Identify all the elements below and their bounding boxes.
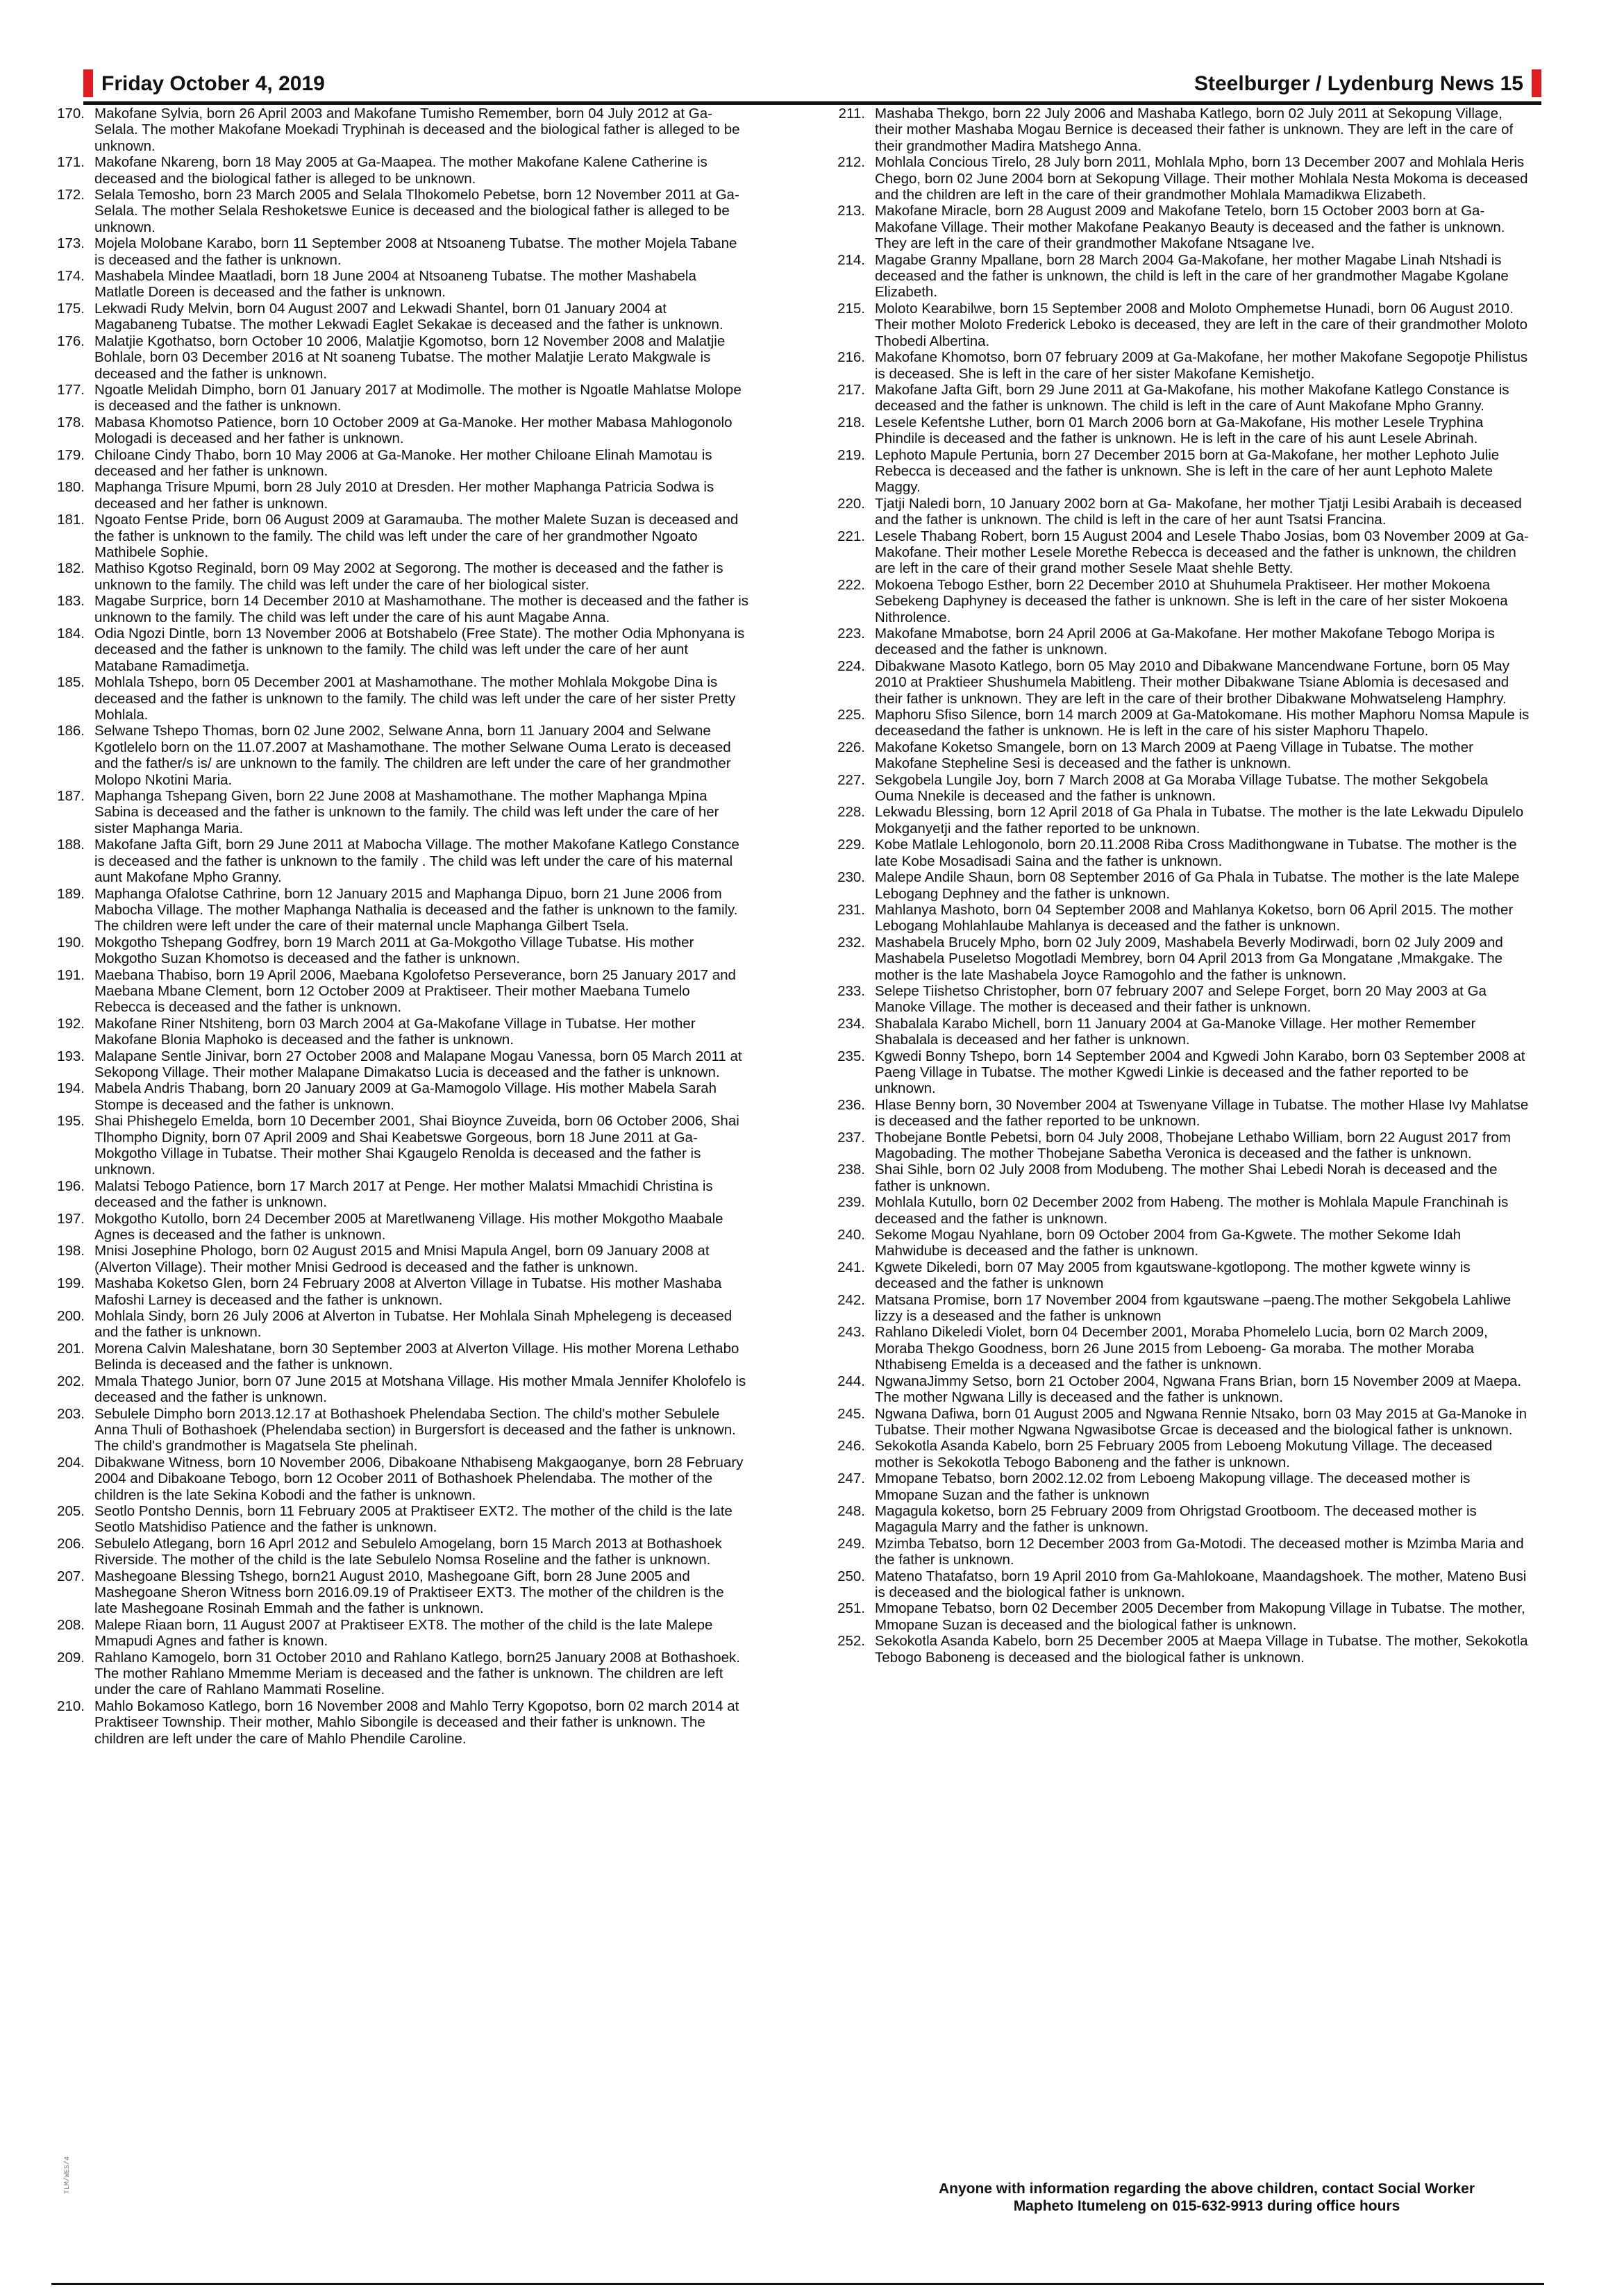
item-number: 208. xyxy=(57,1616,85,1633)
item-number: 184. xyxy=(57,626,85,642)
item-number: 236. xyxy=(837,1096,865,1113)
item-text: Makofane Jafta Gift, born 29 June 2011 at Ga-Makofane, his mother Makofane Katlego Constance is deceased and the father is unknown. The child is left in the care of Aunt Makofane Mpho Granny. xyxy=(875,381,1509,414)
item-number: 218. xyxy=(837,414,865,430)
list-item xyxy=(832,1162,1530,1194)
item-text: Mmopane Tebatso, born 2002.12.02 from Leboeng Makopung village. The deceased mother is Mmopane Suzan and the father is unknown xyxy=(875,1470,1471,1503)
item-number: 171. xyxy=(57,154,85,171)
item-number: 192. xyxy=(57,1015,85,1032)
list-item xyxy=(832,804,1530,837)
item-text: Moloto Kearabilwe, born 15 September 2008 and Moloto Omphemetse Hunadi, born 06 August 2010. Their mother Moloto Frederick Leboko is deceased, they are left in the care of their grandmother Moloto Thobedi Albertina. xyxy=(875,300,1528,349)
item-number: 194. xyxy=(57,1080,85,1097)
paper-title: Steelburger / Lydenburg News 15 xyxy=(1194,72,1523,95)
contact-notice-line-1: Anyone with information regarding the above children, contact Social Worker xyxy=(938,2181,1475,2197)
item-number: 201. xyxy=(57,1340,85,1357)
item-number: 232. xyxy=(837,934,865,950)
header-accent-bar-left xyxy=(83,69,93,97)
item-text: Selwane Tshepo Thomas, born 02 June 2002, Selwane Anna, born 11 January 2004 and Selwane Kgotlelelo born on the 11.07.2007 at Mashamothane. The mother Selwane Ouma Lerato is deceased and the father/s is/ are unknown to the family. The children are left under the care of her grandmother Molopo Nkotini Maria. xyxy=(94,723,731,788)
item-text: Mashabela Brucely Mpho, born 02 July 2009, Mashabela Beverly Modirwadi, born 02 July 2009 and Mashabela Puseletso Mogotladi Membrey, born 04 April 2013 from Ga Mongatane ,Mmakgake. The mother is the late Mashabela Joyce Ramogohlo and the father is unknown. xyxy=(875,934,1503,983)
item-number: 172. xyxy=(57,187,85,203)
list-item xyxy=(832,1406,1530,1439)
item-number: 198. xyxy=(57,1243,85,1259)
item-number: 242. xyxy=(837,1291,865,1308)
bottom-rule xyxy=(51,2283,1544,2285)
item-text: Shai Sihle, born 02 July 2008 from Modubeng. The mother Shai Lebedi Norah is deceased and the father is unknown. xyxy=(875,1162,1498,1194)
item-number: 247. xyxy=(837,1470,865,1487)
item-number: 177. xyxy=(57,381,85,398)
item-number: 229. xyxy=(837,837,865,853)
item-text: Mokgotho Tshepang Godfrey, born 19 March 2011 at Ga-Mokgotho Village Tubatse. His mother Mokgotho Suzan Khomotso is deceased and the father is unknown. xyxy=(94,934,694,967)
item-text: Mabela Andris Thabang, born 20 January 2009 at Ga-Mamogolo Village. His mother Mabela Sarah Stompe is deceased and the father is unknown. xyxy=(94,1080,717,1113)
item-number: 210. xyxy=(57,1698,85,1714)
item-number: 241. xyxy=(837,1259,865,1275)
list-item xyxy=(51,1341,749,1373)
item-number: 181. xyxy=(57,512,85,528)
item-text: Odia Ngozi Dintle, born 13 November 2006 at Botshabelo (Free State). The mother Odia Mphonyana is deceased and the father is unknown to the family. The child was left under the care of her aunt Matabane Ramadimetja. xyxy=(94,626,745,674)
item-number: 233. xyxy=(837,982,865,999)
item-number: 219. xyxy=(837,446,865,463)
item-number: 228. xyxy=(837,804,865,821)
list-item xyxy=(832,1292,1530,1325)
list-item xyxy=(832,577,1530,626)
item-text: Maphoru Sfiso Silence, born 14 march 2009 at Ga-Matokomane. His mother Maphoru Nomsa Mapule is deceasedand the father is unknown. He is left in the care of his sister Maphoru Thapelo. xyxy=(875,707,1530,739)
item-number: 251. xyxy=(837,1600,865,1617)
item-text: Sekokotla Asanda Kabelo, born 25 February 2005 from Leboeng Mokutung Village. The deceased mother is Sekokotla Tebogo Baboneng and the father is unknown. xyxy=(875,1438,1493,1470)
item-text: Magabe Granny Mpallane, born 28 March 2004 Ga-Makofane, her mother Magabe Linah Ntshadi is deceased and the father is unknown, the child is left in the care of her grandmother Magabe Kgolane Elizabeth. xyxy=(875,251,1509,301)
item-text: Mashabela Mindee Maatladi, born 18 June 2004 at Ntsoaneng Tubatse. The mother Mashabela Matlatle Doreen is deceased and the father is unknown. xyxy=(94,268,696,301)
item-number: 240. xyxy=(837,1227,865,1243)
list-item xyxy=(51,1080,749,1113)
item-number: 199. xyxy=(57,1275,85,1292)
item-number: 246. xyxy=(837,1438,865,1455)
list-item xyxy=(832,349,1530,382)
item-text: Maphanga Ofalotse Cathrine, born 12 January 2015 and Maphanga Dipuo, born 21 June 2006 from Mabocha Village. The mother Maphanga Nathalia is deceased and the father is unknown to the family. The children were left under the care of their maternal uncle Maphanga Gilbert Tsela. xyxy=(94,885,738,935)
item-number: 182. xyxy=(57,560,85,577)
item-number: 173. xyxy=(57,235,85,252)
item-number: 212. xyxy=(837,154,865,171)
item-number: 207. xyxy=(57,1568,85,1584)
list-item xyxy=(832,658,1530,707)
item-text: Malatsi Tebogo Patience, born 17 March 2017 at Penge. Her mother Malatsi Mmachidi Christina is deceased and the father is unknown. xyxy=(94,1178,713,1211)
list-item xyxy=(832,1324,1530,1373)
right-column xyxy=(832,106,1530,1666)
list-item xyxy=(51,1275,749,1308)
list-item xyxy=(51,479,749,512)
list-item xyxy=(51,268,749,301)
item-text: Ngwana Dafiwa, born 01 August 2005 and Ngwana Rennie Ntsako, born 03 May 2015 at Ga-Manoke in Tubatse. Their mother Ngwana Ngwasibotse Grcae is deceased and the biological father is unknown. xyxy=(875,1405,1527,1438)
item-text: Makofane Sylvia, born 26 April 2003 and Makofane Tumisho Remember, born 04 July 2012 at Ga-Selala. The mother Makofane Moekadi Tryphinah is deceased and the biological father is alleged to be unknown. xyxy=(94,106,740,154)
list-item xyxy=(832,1600,1530,1633)
list-item xyxy=(51,106,749,154)
item-number: 243. xyxy=(837,1324,865,1341)
item-text: Malepe Riaan born, 11 August 2007 at Praktiseer EXT8. The mother of the child is the late Malepe Mmapudi Agnes and father is known. xyxy=(94,1616,713,1650)
item-number: 221. xyxy=(837,528,865,544)
list-item xyxy=(51,235,749,268)
list-item xyxy=(832,902,1530,935)
item-number: 225. xyxy=(837,707,865,723)
list-item xyxy=(51,1373,749,1406)
list-item xyxy=(832,626,1530,658)
item-number: 203. xyxy=(57,1405,85,1422)
list-item xyxy=(51,886,749,935)
list-item xyxy=(832,983,1530,1016)
item-text: Maphanga Tshepang Given, born 22 June 2008 at Mashamothane. The mother Maphanga Mpina Sabina is deceased and the father is unknown to the family. The child was left under the care of her sister Maphanga Maria. xyxy=(94,788,719,837)
item-text: Mohlala Tshepo, born 05 December 2001 at Mashamothane. The mother Mohlala Mokgobe Dina is deceased and the father is unknown to the family. The child was left under the care of her sister Pretty Mohlala. xyxy=(94,674,736,723)
item-text: Mateno Thatafatso, born 19 April 2010 from Ga-Mahlokoane, Maandagshoek. The mother, Mateno Busi is deceased and the biological father is unknown. xyxy=(875,1568,1527,1600)
item-text: Makofane Koketso Smangele, born on 13 March 2009 at Paeng Village in Tubatse. The mother Makofane Stepheline Sesi is deceased and the father is unknown. xyxy=(875,739,1473,772)
list-item xyxy=(51,935,749,967)
list-item xyxy=(832,1259,1530,1292)
item-text: Magagula koketso, born 25 February 2009 from Ohrigstad Grootboom. The deceased mother is Magagula Marry and the father is unknown. xyxy=(875,1502,1477,1536)
item-number: 205. xyxy=(57,1502,85,1519)
item-text: Magabe Surprice, born 14 December 2010 at Mashamothane. The mother is deceased and the father is unknown to the family. The child was left under the care of his aunt Magabe Anna. xyxy=(94,593,749,626)
item-text: Mohlala Concious Tirelo, 28 July born 2011, Mohlala Mpho, born 13 December 2007 and Mohlala Heris Chego, born 02 June 2004 born at Sekopung Village. Their mother Mohlala Nesta Mokoma is deceased and the children are left in the care of their grandmother Mohlala Mamadikwa Elizabeth. xyxy=(875,154,1528,203)
item-text: Rahlano Dikeledi Violet, born 04 December 2001, Moraba Phomelelo Lucia, born 02 March 2009, Moraba Thekgo Goodness, born 26 June 2015 from Leboeng- Ga moraba. The mother Moraba Nthabiseng Emelda is a deceased and the father is unknown. xyxy=(875,1324,1488,1373)
list-item xyxy=(51,593,749,626)
item-number: 170. xyxy=(57,106,85,121)
list-item xyxy=(832,707,1530,739)
item-text: Selala Temosho, born 23 March 2005 and Selala Tlhokomelo Pebetse, born 12 November 2011 at Ga-Selala. The mother Selala Reshoketswe Eunice is deceased and the biological father is alleged to be unknown. xyxy=(94,187,739,235)
item-text: Makofane Khomotso, born 07 february 2009 at Ga-Makofane, her mother Makofane Segopotje Philistus is deceased. She is left in the care of her sister Makofane Kemishetjo. xyxy=(875,349,1528,382)
list-item xyxy=(832,935,1530,983)
list-item xyxy=(51,1455,749,1503)
item-number: 206. xyxy=(57,1535,85,1552)
header-accent-bar-right xyxy=(1532,69,1541,97)
item-text: Shai Phishegelo Emelda, born 10 December 2001, Shai Bioynce Zuveida, born 06 October 2006, Shai Tlhompho Dignity, born 07 April 2009 and Shai Keabetswe Gorgeous, born 18 June 2011 at Ga-Mokgotho Village in Tubatse. Their mother Shai Kgaugelo Renolda is deceased and the father is unknown. xyxy=(94,1113,739,1178)
item-text: Kgwedi Bonny Tshepo, born 14 September 2004 and Kgwedi John Karabo, born 03 September 2008 at Paeng Village in Tubatse. The mother Kgwedi Linkie is deceased and the father reported to be unknown. xyxy=(875,1048,1525,1097)
list-item xyxy=(51,1650,749,1698)
side-reference-tag: TLM/WES/4 xyxy=(64,2156,72,2194)
list-item xyxy=(832,1438,1530,1470)
item-number: 215. xyxy=(837,300,865,317)
item-number: 188. xyxy=(57,837,85,853)
item-number: 187. xyxy=(57,788,85,805)
list-item xyxy=(51,1698,749,1747)
list-item xyxy=(51,512,749,560)
item-text: Mmala Thatego Junior, born 07 June 2015 at Motshana Village. His mother Mmala Jennifer Kholofelo is deceased and the father is unknown. xyxy=(94,1373,746,1406)
list-item xyxy=(51,1211,749,1243)
item-text: Shabalala Karabo Michell, born 11 January 2004 at Ga-Manoke Village. Her mother Remember Shabalala is deceased and her father is unknown. xyxy=(875,1015,1476,1048)
list-item xyxy=(51,560,749,593)
item-text: Sekgobela Lungile Joy, born 7 March 2008 at Ga Moraba Village Tubatse. The mother Sekgobela Ouma Nnekile is deceased and the father is unknown. xyxy=(875,771,1489,805)
item-number: 204. xyxy=(57,1454,85,1470)
item-number: 179. xyxy=(57,446,85,463)
item-text: Mabasa Khomotso Patience, born 10 October 2009 at Ga-Manoke. Her mother Mabasa Mahlogonolo Mologadi is deceased and her father is unknown. xyxy=(94,414,733,447)
item-number: 244. xyxy=(837,1373,865,1389)
item-number: 252. xyxy=(837,1633,865,1650)
item-number: 180. xyxy=(57,479,85,496)
item-text: Mmopane Tebatso, born 02 December 2005 December from Makopung Village in Tubatse. The mother, Mmopane Suzan is deceased and the biological father is unknown. xyxy=(875,1600,1525,1633)
item-text: Mahlo Bokamoso Katlego, born 16 November 2008 and Mahlo Terry Kgopotso, born 02 march 2014 at Praktiseer Township. Their mother, Mahlo Sibongile is deceased and their father is unknown. The children are left under the care of Mahlo Phendile Caroline. xyxy=(94,1698,739,1747)
item-text: Mnisi Josephine Phologo, born 02 August 2015 and Mnisi Mapula Angel, born 09 January 2008 at (Alverton Village). Their mother Mnisi Gedrood is deceased and the father is unknown. xyxy=(94,1243,710,1275)
item-text: Mokoena Tebogo Esther, born 22 December 2010 at Shuhumela Praktiseer. Her mother Mokoena Sebekeng Daphyney is deceased the father is unknown. She is left in the care of her sister Mokoena Nithrolence. xyxy=(875,576,1508,626)
item-number: 196. xyxy=(57,1178,85,1194)
item-text: Chiloane Cindy Thabo, born 10 May 2006 at Ga-Manoke. Her mother Chiloane Elinah Mamotau is deceased and her father is unknown. xyxy=(94,446,712,479)
item-number: 217. xyxy=(837,381,865,398)
item-text: Selepe Tiishetso Christopher, born 07 february 2007 and Selepe Forget, born 20 May 2003 at Ga Manoke Village. The mother is deceased and their father is unknown. xyxy=(875,982,1487,1016)
list-item xyxy=(51,1536,749,1568)
item-number: 174. xyxy=(57,268,85,285)
item-number: 197. xyxy=(57,1210,85,1227)
item-number: 220. xyxy=(837,495,865,512)
list-item xyxy=(832,382,1530,414)
item-number: 176. xyxy=(57,333,85,349)
item-text: Sebulelo Atlegang, born 16 Aprl 2012 and Sebulelo Amogelang, born 15 March 2013 at Bothashoek Riverside. The mother of the child is the late Sebulelo Nomsa Roseline and the father is unknown. xyxy=(94,1535,722,1568)
list-item xyxy=(51,626,749,674)
item-text: Hlase Benny born, 30 November 2004 at Tswenyane Village in Tubatse. The mother Hlase Ivy Mahlatse is deceased and the father reported to be unknown. xyxy=(875,1096,1529,1130)
item-number: 234. xyxy=(837,1015,865,1032)
list-item xyxy=(832,1227,1530,1259)
item-text: Thobejane Bontle Pebetsi, born 04 July 2008, Thobejane Lethabo William, born 22 August 2017 from Magobading. The mother Thobejane Sabetha Veronica is deceased and the father is unknown. xyxy=(875,1129,1511,1162)
item-number: 230. xyxy=(837,869,865,886)
list-item xyxy=(51,967,749,1016)
item-number: 200. xyxy=(57,1308,85,1325)
item-number: 249. xyxy=(837,1535,865,1552)
item-text: Lekwadi Rudy Melvin, born 04 August 2007 and Lekwadi Shantel, born 01 January 2004 at Magabaneng Tubatse. The mother Lekwadi Eaglet Sekakae is deceased and the father is unknown. xyxy=(94,300,723,333)
left-column xyxy=(51,106,749,1747)
item-number: 250. xyxy=(837,1568,865,1584)
item-number: 216. xyxy=(837,349,865,366)
list-item xyxy=(51,1048,749,1081)
list-item xyxy=(832,301,1530,349)
item-text: Dibakwane Witness, born 10 November 2006, Dibakoane Nthabiseng Makgaoganye, born 28 February 2004 and Dibakoane Tebogo, born 12 Ocober 2011 of Bothashoek Phelendaba. The mother of the children is the late Sekina Kobodi and the father is unknown. xyxy=(94,1454,744,1503)
item-text: Seotlo Pontsho Dennis, born 11 February 2005 at Praktiseer EXT2. The mother of the child is the late Seotlo Matshidiso Patience and the father is unknown. xyxy=(94,1502,733,1536)
list-item xyxy=(51,1016,749,1048)
item-text: Matsana Promise, born 17 November 2004 from kgautswane –paeng.The mother Sekgobela Lahliwe lizzy is a deseased and the father is unknown xyxy=(875,1291,1512,1325)
list-item xyxy=(51,187,749,235)
item-number: 211. xyxy=(838,106,865,121)
item-number: 226. xyxy=(837,739,865,755)
item-number: 175. xyxy=(57,300,85,317)
item-text: NgwanaJimmy Setso, born 21 October 2004, Ngwana Frans Brian, born 15 November 2009 at Maepa. The mother Ngwana Lilly is deceased and the father is unknown. xyxy=(875,1373,1521,1406)
item-text: Mokgotho Kutollo, born 24 December 2005 at Maretlwaneng Village. His mother Mokgotho Maabale Agnes is deceased and the father is unknown. xyxy=(94,1210,723,1243)
item-text: Mohlala Sindy, born 26 July 2006 at Alverton in Tubatse. Her Mohlala Sinah Mphelegeng is deceased and the father is unknown. xyxy=(94,1308,733,1341)
list-item xyxy=(832,1130,1530,1162)
item-text: Makofane Nkareng, born 18 May 2005 at Ga-Maapea. The mother Makofane Kalene Catherine is deceased and the biological father is alleged to be unknown. xyxy=(94,154,708,187)
item-text: Makofane Riner Ntshiteng, born 03 March 2004 at Ga-Makofane Village in Tubatse. Her mother Makofane Blonia Maphoko is deceased and the father is unknown. xyxy=(94,1015,696,1048)
item-number: 224. xyxy=(837,657,865,674)
list-item xyxy=(51,1243,749,1275)
item-text: Mohlala Kutullo, born 02 December 2002 from Habeng. The mother is Mohlala Mapule Franchinah is deceased and the father is unknown. xyxy=(875,1194,1509,1227)
item-text: Mahlanya Mashoto, born 04 September 2008 and Mahlanya Koketso, born 06 April 2015. The mother Lebogang Mohlahlaube Mahlanya is deceased and the father is unknown. xyxy=(875,901,1514,935)
item-number: 189. xyxy=(57,885,85,902)
list-item xyxy=(832,1503,1530,1536)
list-item xyxy=(51,723,749,788)
item-text: Tjatji Naledi born, 10 January 2002 born at Ga- Makofane, her mother Tjatji Lesibi Arabaih is deceased and the father is unknown. The child is left in the care of her aunt Tsatsi Francina. xyxy=(875,495,1522,528)
item-text: Sekome Mogau Nyahlane, born 09 October 2004 from Ga-Kgwete. The mother Sekome Idah Mahwidube is deceased and the father is unknown. xyxy=(875,1227,1462,1259)
list-item xyxy=(832,1633,1530,1666)
list-item xyxy=(51,1568,749,1617)
list-item xyxy=(51,837,749,885)
item-number: 193. xyxy=(57,1048,85,1064)
item-number: 222. xyxy=(837,576,865,593)
list-item xyxy=(832,837,1530,869)
list-item xyxy=(832,106,1530,154)
item-number: 195. xyxy=(57,1113,85,1130)
item-number: 214. xyxy=(837,251,865,268)
list-item xyxy=(832,154,1530,203)
item-number: 248. xyxy=(837,1502,865,1519)
item-text: Mashaba Koketso Glen, born 24 February 2008 at Alverton Village in Tubatse. His mother Mashaba Mafoshi Larney is deceased and the father is unknown. xyxy=(94,1275,722,1308)
item-number: 239. xyxy=(837,1194,865,1211)
item-text: Dibakwane Masoto Katlego, born 05 May 2010 and Dibakwane Mancendwane Fortune, born 05 May 2010 at Praktieer Shushumela Mabitleng. Their mother Dibakwane Tsiane Ablomia is decesased and their father is unknown. They are left in the care of their brother Dibakwane Mohwatseleng Hamphry. xyxy=(875,657,1509,707)
item-number: 185. xyxy=(57,674,85,691)
item-number: 183. xyxy=(57,593,85,610)
item-text: Lekwadu Blessing, born 12 April 2018 of Ga Phala in Tubatse. The mother is the late Lekwadu Dipulelo Mokganyetji and the father reported to be unknown. xyxy=(875,804,1524,837)
item-text: Makofane Miracle, born 28 August 2009 and Makofane Tetelo, born 15 October 2003 born at Ga-Makofane Village. Their mother Makofane Peakanyo Beauty is deceased and the father is unknown. They are left in the care of their grandmother Makofane Ntsagane Ive. xyxy=(875,203,1505,252)
item-text: Mojela Molobane Karabo, born 11 September 2008 at Ntsoaneng Tubatse. The mother Mojela Tabane is deceased and the father is unknown. xyxy=(94,235,737,268)
list-item xyxy=(51,333,749,382)
list-item xyxy=(832,252,1530,301)
item-number: 191. xyxy=(57,966,85,983)
list-item xyxy=(51,301,749,333)
list-item xyxy=(51,447,749,480)
item-number: 237. xyxy=(837,1129,865,1146)
list-item xyxy=(832,772,1530,805)
item-text: Lesele Thabang Robert, born 15 August 2004 and Lesele Thabo Josias, bom 03 November 2009 at Ga-Makofane. Their mother Lesele Morethe Rebecca is deceased and the father is unknown, the children are left in the care of their grand mother Sesele Maat shehle Betty. xyxy=(875,528,1529,577)
item-number: 223. xyxy=(837,626,865,642)
list-item xyxy=(832,1536,1530,1568)
item-number: 227. xyxy=(837,771,865,788)
item-text: Sekokotla Asanda Kabelo, born 25 December 2005 at Maepa Village in Tubatse. The mother, Sekokotla Tebogo Baboneng is deceased and the biological father is unknown. xyxy=(875,1633,1528,1666)
item-text: Lephoto Mapule Pertunia, born 27 December 2015 born at Ga-Makofane, her mother Lephoto Julie Rebecca is deceased and the father is unknown. She is left in the care of her aunt Lephoto Malete Maggy. xyxy=(875,446,1500,496)
item-number: 213. xyxy=(837,203,865,219)
item-number: 202. xyxy=(57,1373,85,1389)
list-item xyxy=(832,1097,1530,1130)
list-item xyxy=(51,414,749,447)
item-number: 186. xyxy=(57,723,85,739)
item-text: Kobe Matlale Lehlogonolo, born 20.11.2008 Riba Cross Madithongwane in Tubatse. The mother is the late Kobe Mosadisadi Saina and the father is unknown. xyxy=(875,837,1517,869)
item-text: Makofane Jafta Gift, born 29 June 2011 at Mabocha Village. The mother Makofane Katlego Constance is deceased and the father is unknown to the family . The child was left under the care of his maternal aunt Makofane Mpho Granny. xyxy=(94,837,739,886)
list-item xyxy=(832,1048,1530,1097)
item-number: 190. xyxy=(57,934,85,950)
item-number: 231. xyxy=(837,901,865,918)
item-text: Maphanga Trisure Mpumi, born 28 July 2010 at Dresden. Her mother Maphanga Patricia Sodwa is deceased and her father is unknown. xyxy=(94,479,714,512)
list-item xyxy=(832,1568,1530,1601)
list-item xyxy=(832,447,1530,496)
item-text: Mashaba Thekgo, born 22 July 2006 and Mashaba Katlego, born 02 July 2011 at Sekopung Village, their mother Mashaba Mogau Bernice is deceased their father is unknown. They are left in the care of their grandmother Madira Matshego Anna. xyxy=(875,106,1514,154)
list-item xyxy=(832,203,1530,251)
list-item xyxy=(51,1617,749,1650)
list-item xyxy=(832,1470,1530,1503)
list-item xyxy=(51,1113,749,1178)
contact-notice-line-2: Mapheto Itumeleng on 015-632-9913 during office hours xyxy=(1013,2198,1400,2214)
item-text: Morena Calvin Maleshatane, born 30 September 2003 at Alverton Village. His mother Morena Lethabo Belinda is deceased and the father is unknown. xyxy=(94,1340,739,1373)
item-text: Ngoatle Melidah Dimpho, born 01 January 2017 at Modimolle. The mother is Ngoatle Mahlatse Molope is deceased and the father is unknown. xyxy=(94,381,742,414)
list-item xyxy=(832,1373,1530,1406)
list-item xyxy=(832,869,1530,902)
list-item xyxy=(832,1016,1530,1048)
item-text: Lesele Kefentshe Luther, born 01 March 2006 born at Ga-Makofane, His mother Lesele Tryphina Phindile is deceased and the father is unknown. He is left in the care of his aunt Lesele Abrinah. xyxy=(875,414,1484,447)
list-item xyxy=(51,674,749,723)
list-item xyxy=(51,1308,749,1341)
item-text: Mashegoane Blessing Tshego, born21 August 2010, Mashegoane Gift, born 28 June 2005 and Mashegoane Sheron Witness born 2016.09.19 of Praktiseer EXT3. The mother of the children is the late Mashegoane Rosinah Emmah and the father is unknown. xyxy=(94,1568,724,1617)
item-text: Rahlano Kamogelo, born 31 October 2010 and Rahlano Katlego, born25 January 2008 at Bothashoek. The mother Rahlano Mmemme Meriam is deceased and the father is unknown. The children are left under the care of Rahlano Mammati Roseline. xyxy=(94,1649,740,1698)
page-header xyxy=(83,69,1541,105)
item-number: 178. xyxy=(57,414,85,430)
item-text: Ngoato Fentse Pride, born 06 August 2009 at Garamauba. The mother Malete Suzan is deceased and the father is unknown to the family. The child was left under the care of her grandmother Ngoato Mathibele Sophie. xyxy=(94,512,739,560)
list-item xyxy=(832,414,1530,447)
item-number: 235. xyxy=(837,1048,865,1064)
list-item xyxy=(51,1406,749,1455)
list-item xyxy=(51,788,749,837)
list-item xyxy=(832,528,1530,577)
list-item xyxy=(832,496,1530,528)
item-text: Makofane Mmabotse, born 24 April 2006 at Ga-Makofane. Her mother Makofane Tebogo Moripa is deceased and the father is unknown. xyxy=(875,626,1495,658)
list-item xyxy=(832,1194,1530,1227)
contact-notice xyxy=(832,2180,1582,2215)
item-number: 245. xyxy=(837,1405,865,1422)
list-item xyxy=(51,1178,749,1211)
list-item xyxy=(51,382,749,414)
item-text: Sebulele Dimpho born 2013.12.17 at Bothashoek Phelendaba Section. The child's mother Sebulele Anna Thuli of Bothashoek (Phelendaba section) in Burgersfort is deceased and the father is unknown. The child's grandmother is Magatsela Ste phelinah. xyxy=(94,1405,736,1455)
item-text: Mathiso Kgotso Reginald, born 09 May 2002 at Segorong. The mother is deceased and the father is unknown to the family. The child was left under the care of her biological sister. xyxy=(94,560,723,593)
item-text: Malatjie Kgothatso, born October 10 2006, Malatjie Kgomotso, born 12 November 2008 and Malatjie Bohlale, born 03 December 2016 at Nt soaneng Tubatse. The mother Malatjie Lerato Makgwale is deceased and the father is unknown. xyxy=(94,333,726,382)
list-item xyxy=(51,154,749,187)
item-text: Mzimba Tebatso, born 12 December 2003 from Ga-Motodi. The deceased mother is Mzimba Maria and the father is unknown. xyxy=(875,1535,1524,1568)
item-number: 209. xyxy=(57,1649,85,1666)
item-text: Malepe Andile Shaun, born 08 September 2016 of Ga Phala in Tubatse. The mother is the late Malepe Lebogang Dephney and the father is unknown. xyxy=(875,869,1520,902)
item-text: Kgwete Dikeledi, born 07 May 2005 from kgautswane-kgotlopong. The mother kgwete winny is deceased and the father is unknown xyxy=(875,1259,1471,1292)
issue-date: Friday October 4, 2019 xyxy=(101,72,325,95)
list-item xyxy=(832,739,1530,772)
list-item xyxy=(51,1503,749,1536)
item-text: Malapane Sentle Jinivar, born 27 October 2008 and Malapane Mogau Vanessa, born 05 March 2011 at Sekopong Village. Their mother Malapane Dimakatso Lucia is deceased and the father is unknown. xyxy=(94,1048,742,1080)
item-number: 238. xyxy=(837,1162,865,1178)
item-text: Maebana Thabiso, born 19 April 2006, Maebana Kgolofetso Perseverance, born 25 January 2017 and Maebana Mbane Clement, born 12 October 2009 at Praktiseer. Their mother Maebana Tumelo Rebecca is deceased and the father is unknown. xyxy=(94,966,736,1016)
